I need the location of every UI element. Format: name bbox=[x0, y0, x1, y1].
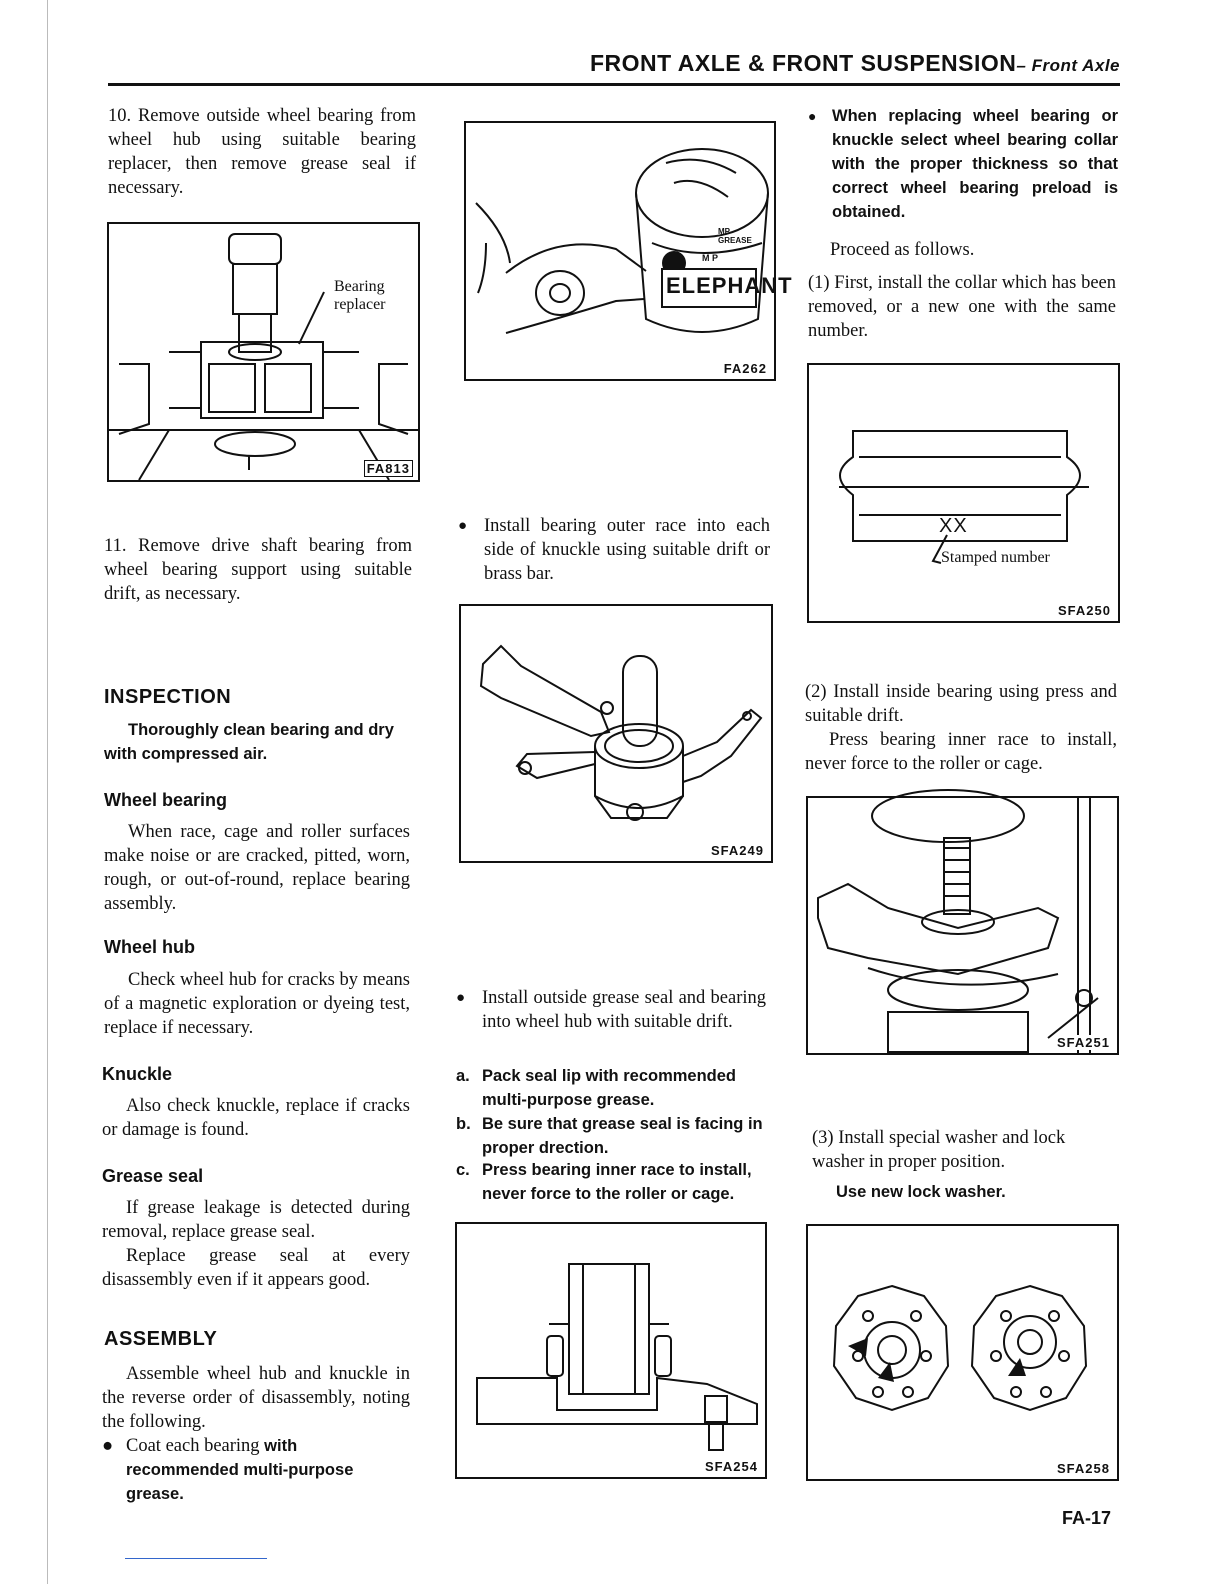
item-b-text: Be sure that grease seal is facing in proper drection. bbox=[482, 1115, 763, 1157]
col2-bullet-2 bbox=[456, 986, 766, 1034]
col2-item-b bbox=[456, 1112, 768, 1160]
assembly-bullet-plain: Coat each bearing bbox=[126, 1436, 265, 1456]
fig-code-fa262: FA262 bbox=[723, 361, 767, 376]
wheel-hub-heading: Wheel hub bbox=[104, 937, 195, 957]
bullet-dot: ● bbox=[102, 1436, 114, 1456]
step-10-text: 10. Remove outside wheel bearing from wheel hub using suitable bearing replacer, then remove grease seal if necessary. bbox=[108, 106, 416, 198]
figure-press bbox=[806, 796, 1119, 1055]
step-2-note: Press bearing inner race to install, never force to the roller or cage. bbox=[805, 730, 1117, 774]
col2-bullet-2-text: Install outside grease seal and bearing into wheel hub with suitable drift. bbox=[482, 988, 766, 1032]
hubs-drawing bbox=[808, 1226, 1117, 1479]
assembly-text: Assemble wheel hub and knuckle in the reverse order of disassembly, noting the following. bbox=[102, 1364, 410, 1432]
col2-bullet-1 bbox=[458, 514, 770, 586]
wheel-bearing-heading: Wheel bearing bbox=[104, 790, 228, 810]
col3-bullet-text: When replacing wheel bearing or knuckle select wheel bearing collar with the proper thickness so that correct wheel bearing preload is obtained. bbox=[832, 107, 1118, 221]
step-2-text: (2) Install inside bearing using press and suitable drift. bbox=[805, 682, 1117, 726]
fig1-label bbox=[334, 278, 386, 314]
header-title bbox=[590, 50, 1120, 77]
bullet-dot: ● bbox=[458, 518, 468, 534]
fig-code-sfa258: SFA258 bbox=[1057, 1461, 1110, 1476]
figure-bearing-replacer bbox=[107, 222, 420, 482]
bullet-dot: ● bbox=[456, 990, 466, 1006]
inspection-heading: INSPECTION bbox=[104, 686, 232, 708]
step-3-text: (3) Install special washer and lock washer in proper position. bbox=[812, 1128, 1066, 1172]
figure-collar bbox=[807, 363, 1120, 623]
proceed-text: Proceed as follows. bbox=[830, 240, 975, 260]
knuckle-drawing bbox=[461, 606, 771, 861]
step-3-note: Use new lock washer. bbox=[836, 1183, 1006, 1201]
figure-hub-seal bbox=[455, 1222, 767, 1479]
col3-bullet bbox=[808, 104, 1118, 224]
header-main-title: FRONT AXLE & FRONT SUSPENSION bbox=[590, 50, 1017, 76]
grease-seal-heading: Grease seal bbox=[102, 1166, 204, 1186]
bullet-dot: ● bbox=[808, 108, 817, 124]
can-brand-text: ELEPHANT bbox=[666, 273, 793, 298]
margin-line bbox=[47, 0, 48, 1584]
fig-code-sfa249: SFA249 bbox=[711, 843, 764, 858]
can-mp-text: M P bbox=[702, 253, 719, 263]
fig1-label-line2: replacer bbox=[334, 296, 386, 313]
item-a-letter: a. bbox=[456, 1067, 470, 1085]
figure-hubs bbox=[806, 1224, 1119, 1481]
header-subtitle: – Front Axle bbox=[1016, 56, 1120, 75]
wheel-bearing-text: When race, cage and roller surfaces make noise or are cracked, pitted, worn, rough, or out-of-round, replace bearing assembly. bbox=[104, 822, 410, 914]
col2-item-c bbox=[456, 1158, 768, 1206]
fig1-label-line1: Bearing bbox=[334, 278, 385, 295]
figure-knuckle bbox=[459, 604, 773, 863]
knuckle-text: Also check knuckle, replace if cracks or damage is found. bbox=[102, 1096, 410, 1140]
item-c-text: Press bearing inner race to install, never force to the roller or cage. bbox=[482, 1161, 752, 1203]
item-c-letter: c. bbox=[456, 1161, 470, 1179]
fig-code-fa813: FA813 bbox=[364, 460, 413, 477]
item-b-letter: b. bbox=[456, 1115, 471, 1133]
assembly-bullet-text bbox=[102, 1434, 412, 1506]
figure-grease-can bbox=[464, 121, 793, 381]
grease-can-drawing bbox=[466, 123, 774, 379]
hub-seal-drawing bbox=[457, 1224, 765, 1477]
grease-seal-text-2: Replace grease seal at every disassembly even if it appears good. bbox=[102, 1246, 410, 1290]
page-number: FA-17 bbox=[1062, 1508, 1112, 1528]
grease-seal-text-1: If grease leakage is detected during removal, replace grease seal. bbox=[102, 1198, 410, 1242]
can-grease-text: MP GREASE bbox=[718, 227, 752, 245]
bearing-replacer-drawing bbox=[109, 224, 418, 480]
step-1-text: (1) First, install the collar which has been removed, or a new one with the same number. bbox=[808, 273, 1116, 341]
item-a-text: Pack seal lip with recommended multi-purpose grease. bbox=[482, 1067, 737, 1109]
press-drawing bbox=[808, 798, 1117, 1053]
assembly-bullet bbox=[102, 1434, 412, 1506]
bottom-link-line bbox=[125, 1558, 267, 1559]
col2-item-a bbox=[456, 1064, 768, 1112]
fig-code-sfa250: SFA250 bbox=[1058, 603, 1111, 618]
fig-code-sfa251: SFA251 bbox=[1057, 1035, 1110, 1050]
fig-code-sfa254: SFA254 bbox=[705, 1459, 758, 1474]
col2-bullet-1-text: Install bearing outer race into each side of knuckle using suitable drift or brass bar. bbox=[484, 516, 770, 584]
knuckle-heading: Knuckle bbox=[102, 1064, 173, 1084]
stamped-number-label: Stamped number bbox=[941, 549, 1050, 566]
page-header bbox=[108, 50, 1120, 86]
header-rule bbox=[108, 83, 1120, 86]
stamped-mark: XX bbox=[939, 515, 968, 537]
wheel-hub-text: Check wheel hub for cracks by means of a magnetic exploration or dyeing test, replace if necessary. bbox=[104, 970, 410, 1038]
assembly-heading: ASSEMBLY bbox=[104, 1328, 218, 1350]
assembly-bullet-bold: with recommended multi-purpose grease. bbox=[126, 1437, 354, 1503]
collar-drawing bbox=[809, 365, 1118, 621]
step-11-text: 11. Remove drive shaft bearing from wheel bearing support using suitable drift, as necessary. bbox=[104, 536, 412, 604]
inspection-intro: Thoroughly clean bearing and dry with compressed air. bbox=[104, 721, 394, 763]
